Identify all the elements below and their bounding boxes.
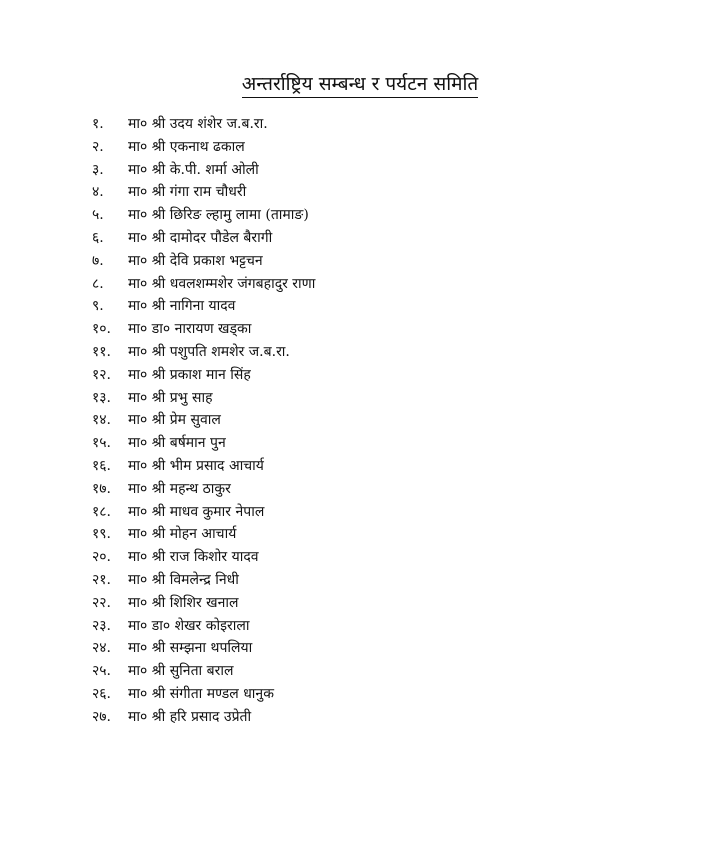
member-number: २६.	[92, 685, 112, 702]
member-number: १०.	[92, 321, 112, 338]
member-number: ५.	[92, 207, 104, 224]
member-item	[92, 387, 315, 410]
member-item	[92, 341, 315, 364]
member-number: २३.	[92, 617, 112, 634]
member-item	[92, 660, 315, 683]
member-number: १३.	[92, 389, 112, 406]
member-name: मा० श्री प्रभु साह	[128, 389, 213, 406]
member-item	[92, 706, 315, 729]
member-number: ८.	[92, 275, 104, 292]
member-item	[92, 409, 315, 432]
member-item	[92, 501, 315, 524]
member-item	[92, 159, 315, 182]
member-item	[92, 295, 315, 318]
member-name: मा० श्री प्रेम सुवाल	[128, 412, 221, 429]
member-name: मा० श्री पशुपति शमशेर ज.ब.रा.	[128, 343, 290, 360]
member-number: २२.	[92, 594, 112, 611]
document-title-text: अन्तर्राष्ट्रिय सम्बन्ध र पर्यटन समिति	[242, 72, 478, 98]
member-number: २.	[92, 138, 104, 155]
member-name: मा० श्री प्रकाश मान सिंह	[128, 366, 251, 383]
member-name: मा० डा० शेखर कोइराला	[128, 617, 250, 634]
member-name: मा० श्री बर्षमान पुन	[128, 435, 226, 452]
member-item	[92, 181, 315, 204]
member-list	[92, 113, 315, 729]
member-name: मा० श्री विमलेन्द्र निधी	[128, 571, 239, 588]
member-item	[92, 273, 315, 296]
member-name: मा० श्री सुनिता बराल	[128, 663, 234, 680]
member-name: मा० श्री शिशिर खनाल	[128, 594, 239, 611]
member-name: मा० श्री गंगा राम चौधरी	[128, 184, 247, 201]
member-item	[92, 683, 315, 706]
member-number: १९.	[92, 526, 112, 543]
member-name: मा० श्री राज किशोर यादव	[128, 549, 259, 566]
member-item	[92, 364, 315, 387]
member-item	[92, 546, 315, 569]
member-number: १४.	[92, 412, 112, 429]
member-item	[92, 136, 315, 159]
member-name: मा० श्री सम्झना थपलिया	[128, 640, 253, 657]
member-name: मा० श्री देवि प्रकाश भट्टचन	[128, 252, 263, 269]
member-name: मा० श्री भीम प्रसाद आचार्य	[128, 457, 264, 474]
member-number: १८.	[92, 503, 112, 520]
member-item	[92, 523, 315, 546]
member-number: २५.	[92, 663, 112, 680]
member-item	[92, 318, 315, 341]
member-item	[92, 569, 315, 592]
member-name: मा० श्री उदय शंशेर ज.ब.रा.	[128, 116, 268, 132]
member-number: २४.	[92, 640, 112, 657]
member-name: मा० डा० नारायण खड्का	[128, 321, 252, 338]
member-item	[92, 113, 315, 136]
member-item	[92, 250, 315, 273]
member-item	[92, 227, 315, 250]
member-number: १५.	[92, 435, 112, 452]
member-item	[92, 432, 315, 455]
member-item	[92, 455, 315, 478]
member-item	[92, 592, 315, 615]
member-item	[92, 615, 315, 638]
member-item	[92, 637, 315, 660]
member-number: १७.	[92, 480, 112, 497]
member-name: मा० श्री संगीता मण्डल धानुक	[128, 685, 274, 702]
member-number: १६.	[92, 457, 112, 474]
member-number: ४.	[92, 184, 104, 201]
member-name: मा० श्री छिरिङ ल्हामु लामा (तामाङ)	[128, 207, 309, 224]
member-name: मा० श्री माधव कुमार नेपाल	[128, 503, 265, 520]
member-item	[92, 478, 315, 501]
member-number: २१.	[92, 571, 112, 588]
member-number: १२.	[92, 366, 112, 383]
member-name: मा० श्री हरि प्रसाद उप्रेती	[128, 708, 252, 725]
member-number: २७.	[92, 708, 112, 725]
member-number: ९.	[92, 298, 104, 315]
member-item	[92, 204, 315, 227]
member-name: मा० श्री महन्थ ठाकुर	[128, 480, 231, 497]
member-number: ३.	[92, 161, 104, 178]
member-name: मा० श्री दामोदर पौडेल बैरागी	[128, 229, 273, 246]
member-name: मा० श्री एकनाथ ढकाल	[128, 138, 245, 155]
member-number: २०.	[92, 549, 112, 566]
member-name: मा० श्री के.पी. शर्मा ओली	[128, 161, 259, 178]
member-name: मा० श्री नागिना यादव	[128, 298, 236, 315]
member-number: ६.	[92, 229, 104, 246]
member-number: ७.	[92, 252, 104, 269]
document-title	[0, 72, 720, 98]
member-number: १.	[92, 116, 104, 132]
member-name: मा० श्री धवलशम्मशेर जंगबहादुर राणा	[128, 275, 316, 292]
member-number: ११.	[92, 343, 112, 360]
member-name: मा० श्री मोहन आचार्य	[128, 526, 237, 543]
